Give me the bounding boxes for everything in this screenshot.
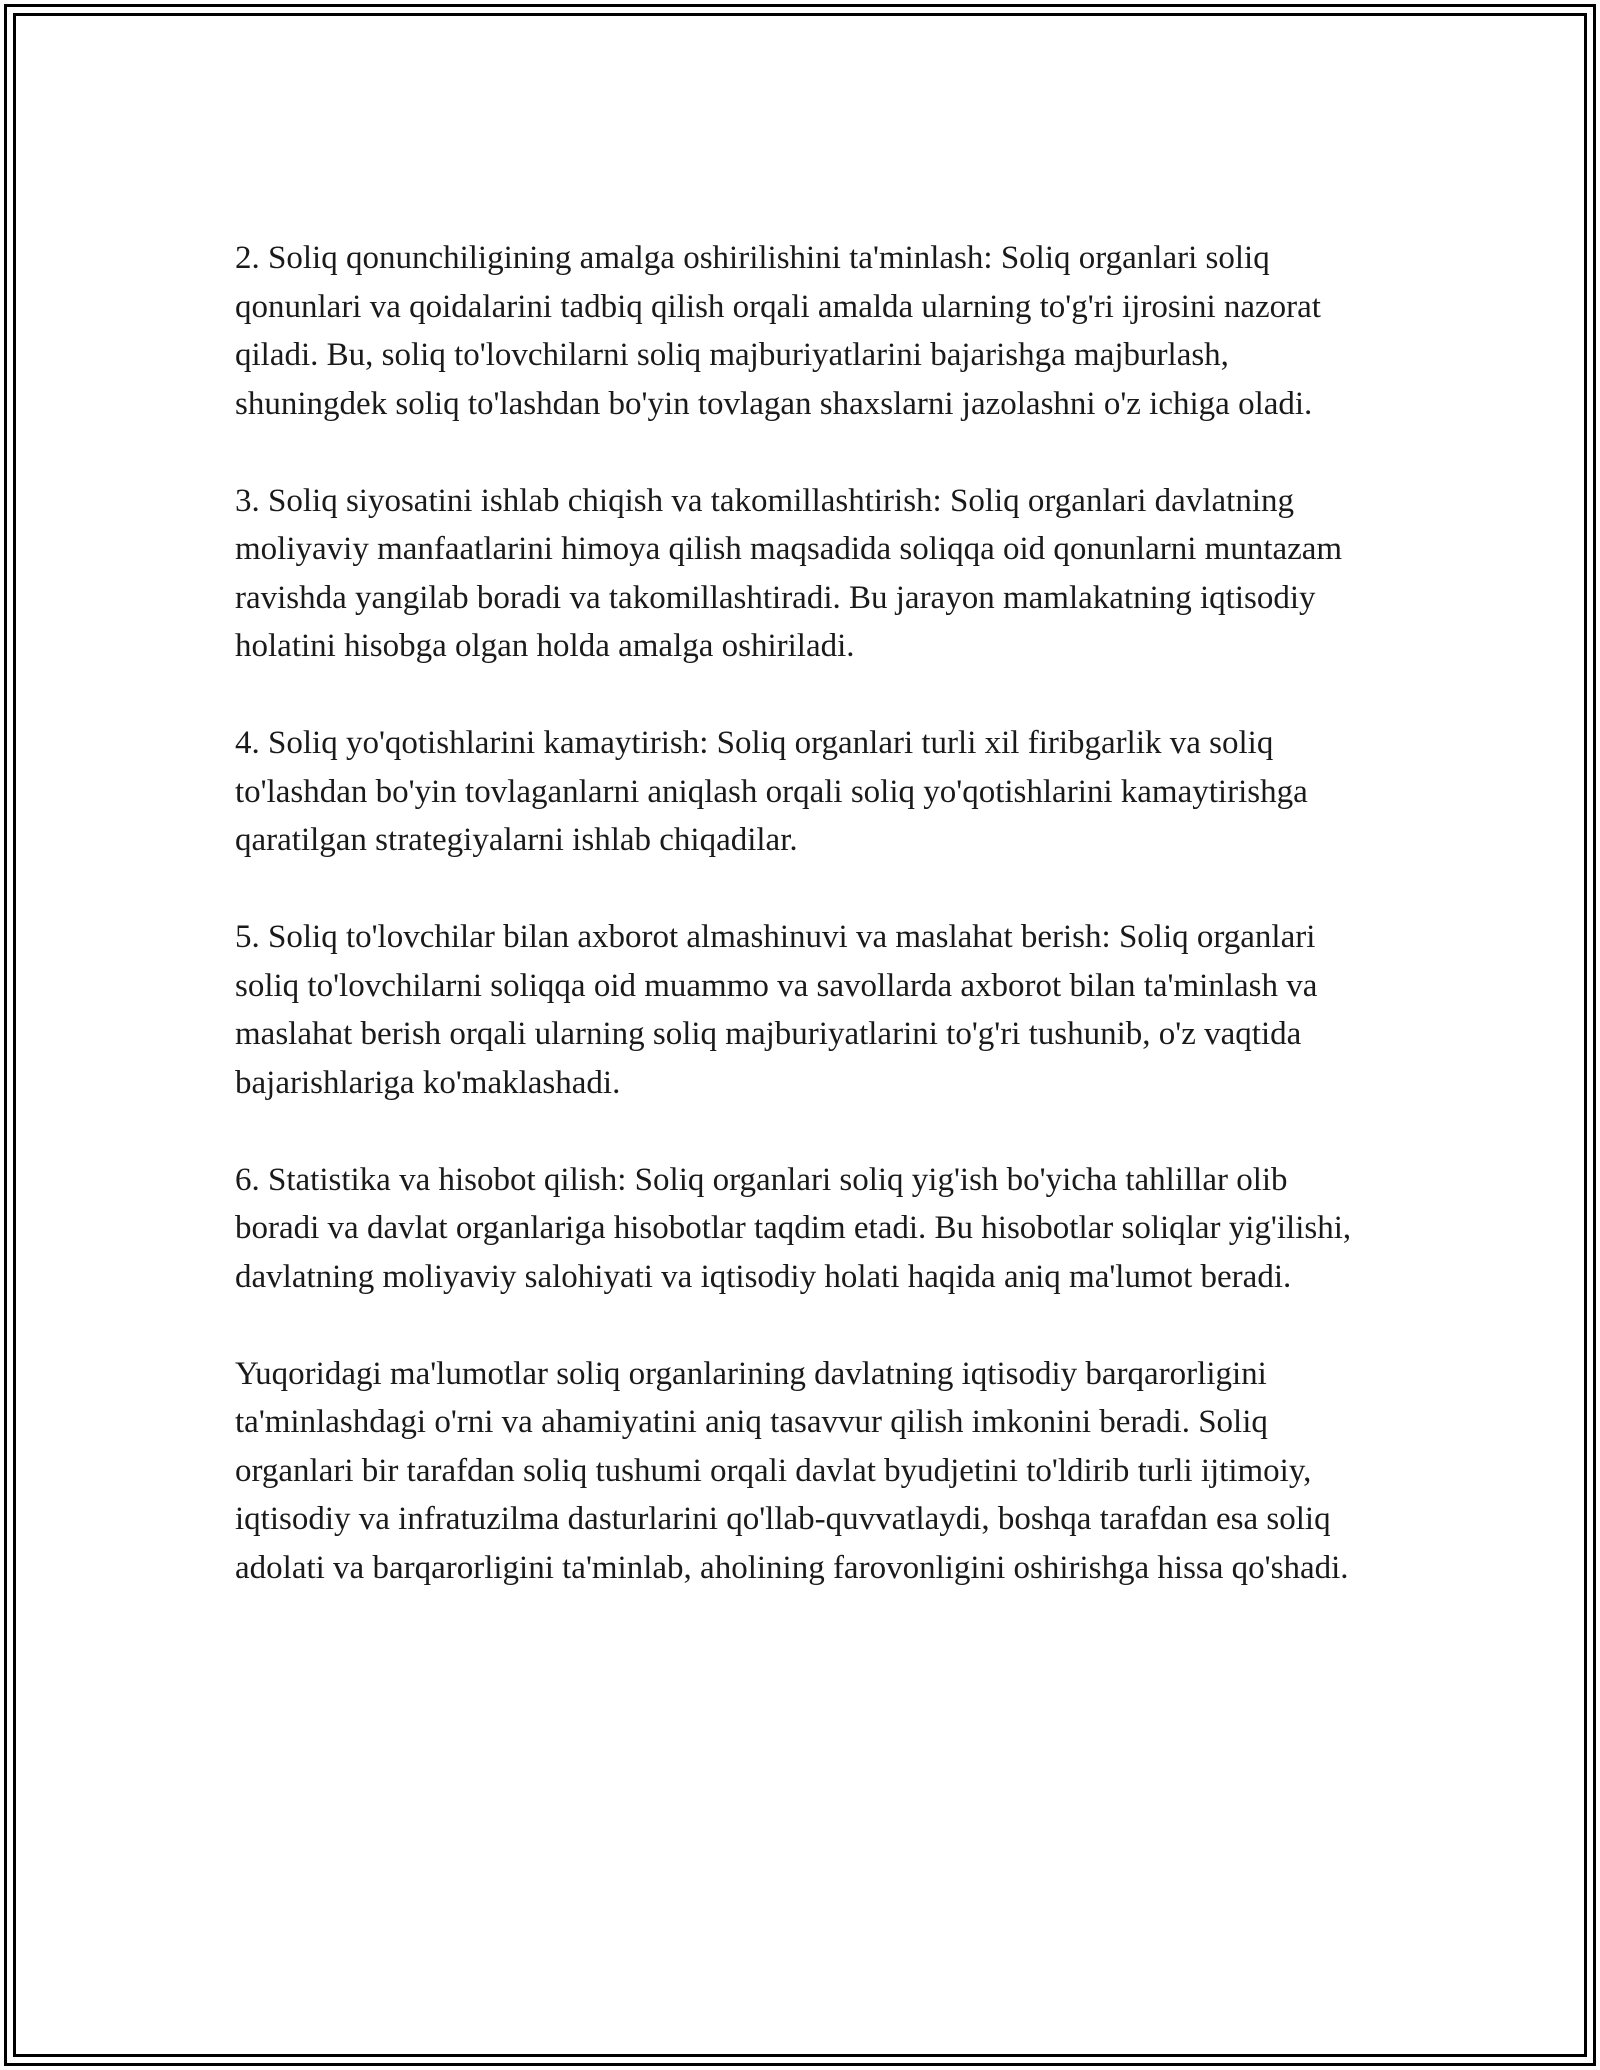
paragraph-6: 6. Statistika va hisobot qilish: Soliq organlari soliq yig'ish bo'yicha tahlillar olib boradi va davlat organlariga hisobotlar taqdim etadi. Bu hisobotlar soliqlar yig'ilishi, davlatning moliyaviy salohiyati va iqtisodiy holati haqida aniq ma'lumot beradi. <box>235 1161 1352 1295</box>
paragraph-conclusion: Yuqoridagi ma'lumotlar soliq organlarining davlatning iqtisodiy barqarorligini ta'minlashdagi o'rni va ahamiyatini aniq tasavvur qilish imkonini beradi. Soliq organlari bir tarafdan soliq tushumi orqali davlat byudjetini to'ldirib turli ijtimoiy, iqtisodiy va infratuzilma dasturlarini qo'llab-quvvatlaydi, boshqa tarafdan esa soliq adolati va barqarorligini ta'minlab, aholining farovonligini oshirishga hissa qo'shadi. <box>235 1355 1349 1586</box>
paragraph-4: 4. Soliq yo'qotishlarini kamaytirish: Soliq organlari turli xil firibgarlik va soliq to'lashdan bo'yin tovlaganlarni aniqlash orqali soliq yo'qotishlarini kamaytirishga qaratilgan strategiyalarni ishlab chiqadilar. <box>235 725 1308 858</box>
document-body <box>235 234 1365 1592</box>
paragraph-3: 3. Soliq siyosatini ishlab chiqish va takomillashtirish: Soliq organlari davlatning moliyaviy manfaatlarini himoya qilish maqsadida soliqqa oid qonunlarni muntazam ravishda yangilab boradi va takomillashtiradi. Bu jarayon mamlakatning iqtisodiy holatini hisobga olgan holda amalga oshiriladi. <box>235 482 1343 664</box>
paragraph-5: 5. Soliq to'lovchilar bilan axborot almashinuvi va maslahat berish: Soliq organlari soliq to'lovchilarni soliqqa oid muammo va savollarda axborot bilan ta'minlash va maslahat berish orqali ularning soliq majburiyatlarini to'g'ri tushunib, o'z vaqtida bajarishlariga ko'maklashadi. <box>235 919 1318 1101</box>
paragraph-2: 2. Soliq qonunchiligining amalga oshirilishini ta'minlash: Soliq organlari soliq qonunlari va qoidalarini tadbiq qilish orqali amalda ularning to'g'ri ijrosini nazorat qiladi. Bu, soliq to'lovchilarni soliq majburiyatlarini bajarishga majburlash, shuningdek soliq to'lashdan bo'yin tovlagan shaxslarni jazolashni o'z ichiga oladi. <box>235 240 1321 422</box>
